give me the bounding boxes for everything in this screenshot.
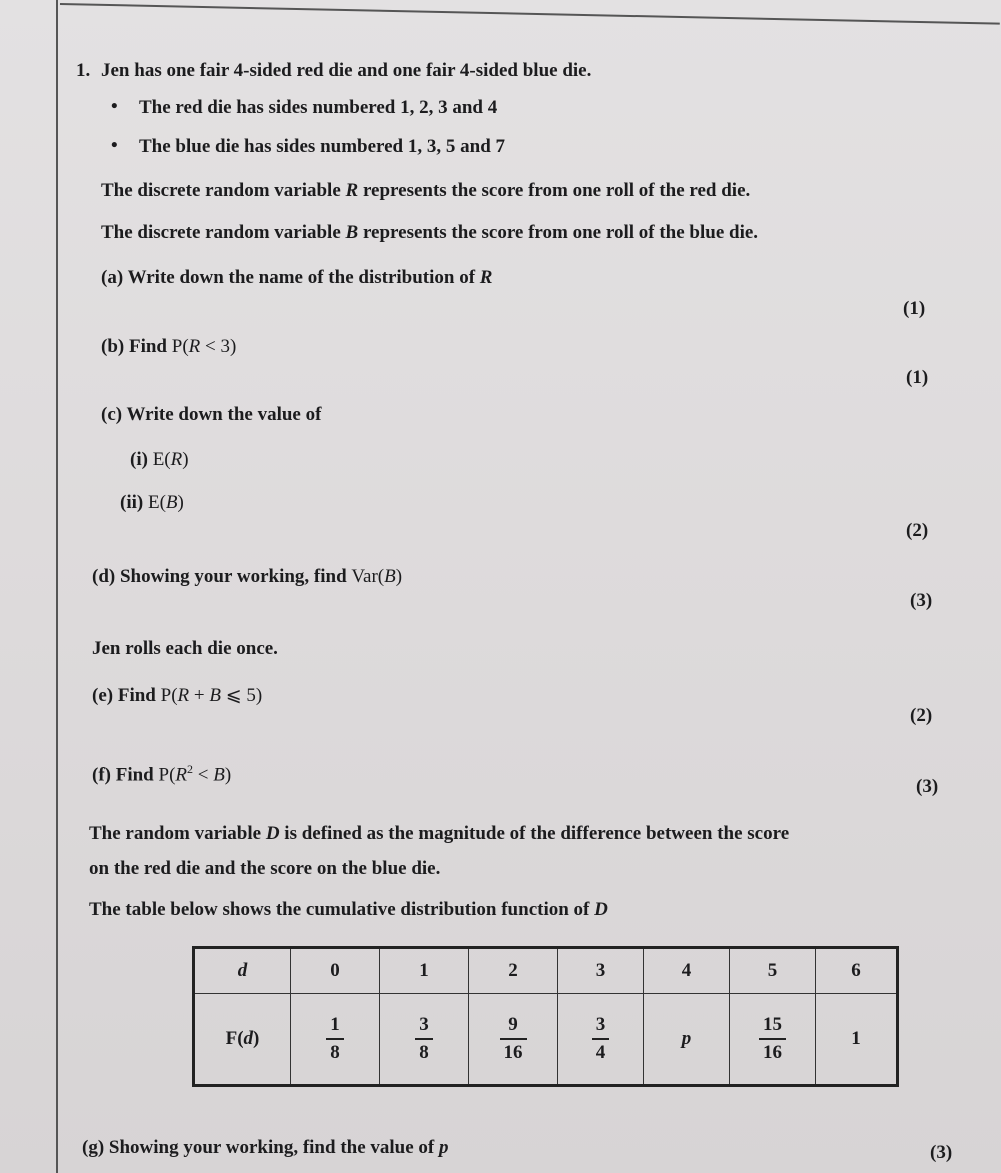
cdf-value-cell: 1: [816, 994, 898, 1086]
bullet-red-die: The red die has sides numbered 1, 2, 3 and 4: [139, 97, 498, 118]
part-c-marks: (2): [906, 520, 929, 541]
definition-b: The discrete random variable B represents the score from one roll of the blue die.: [101, 222, 759, 243]
part-b-marks: (1): [906, 367, 929, 388]
bullet-marker: •: [111, 96, 118, 117]
cdf-column-header: 3: [558, 948, 644, 994]
cdf-value-cell: [558, 994, 644, 1086]
part-d: (d) Showing your working, find Var(B): [92, 566, 403, 587]
cdf-value-cell-p: p: [644, 994, 730, 1086]
cdf-table: [192, 946, 899, 1087]
fraction: $\frac{3}{8}$: [415, 1012, 433, 1066]
part-g-marks: (3): [930, 1142, 953, 1163]
part-d-marks: (3): [910, 590, 933, 611]
definition-r: The discrete random variable R represents the score from one roll of the red die.: [101, 180, 751, 201]
table-intro: The table below shows the cumulative distribution function of D: [89, 899, 608, 920]
page-border-top: [60, 3, 1000, 25]
cdf-header-row: [194, 948, 898, 994]
part-e-marks: (2): [910, 705, 933, 726]
part-f: (f) Find $P(R^2 < B)$: [92, 762, 232, 786]
cdf-value-cell: [380, 994, 469, 1086]
cdf-value-row: [194, 994, 898, 1086]
cdf-column-header: 6: [816, 948, 898, 994]
cdf-value-cell: [469, 994, 558, 1086]
part-c-ii: (ii) E(B): [120, 492, 184, 513]
random-d-line1: The random variable D is defined as the magnitude of the difference between the score: [89, 823, 790, 844]
page-border-left: [56, 0, 58, 1173]
part-c: (c) Write down the value of: [101, 404, 322, 425]
bullet-marker: •: [111, 135, 118, 156]
question-number: 1.: [76, 60, 91, 81]
cdf-value-cell: [730, 994, 816, 1086]
cdf-header-label: d: [194, 948, 291, 994]
bullet-blue-die: The blue die has sides numbered 1, 3, 5 and 7: [139, 136, 506, 157]
fraction: $\frac{15}{16}$: [759, 1012, 786, 1066]
part-a-marks: (1): [903, 298, 926, 319]
random-d-line2: on the red die and the score on the blue die.: [89, 858, 441, 879]
part-g: (g) Showing your working, find the value of p: [82, 1137, 449, 1158]
rolls-text: Jen rolls each die once.: [92, 638, 278, 659]
cdf-column-header: 2: [469, 948, 558, 994]
fraction: $\frac{9}{16}$: [500, 1012, 527, 1066]
part-c-i: (i) E(R): [130, 449, 189, 470]
fraction: $\frac{1}{8}$: [326, 1012, 344, 1066]
cdf-column-header: 0: [291, 948, 380, 994]
part-e: (e) Find P(R + B ⩽ 5): [92, 685, 263, 706]
part-a: (a) Write down the name of the distribution of R: [101, 267, 493, 288]
fraction: $\frac{3}{4}$: [592, 1012, 610, 1066]
cdf-column-header: 5: [730, 948, 816, 994]
cdf-value-cell: [291, 994, 380, 1086]
cdf-row-label: F(d): [194, 994, 291, 1086]
cdf-column-header: 1: [380, 948, 469, 994]
question-intro: Jen has one fair 4-sided red die and one fair 4-sided blue die.: [101, 60, 592, 81]
part-b: (b) Find P(R < 3): [101, 336, 237, 357]
part-f-marks: (3): [916, 776, 939, 797]
cdf-column-header: 4: [644, 948, 730, 994]
